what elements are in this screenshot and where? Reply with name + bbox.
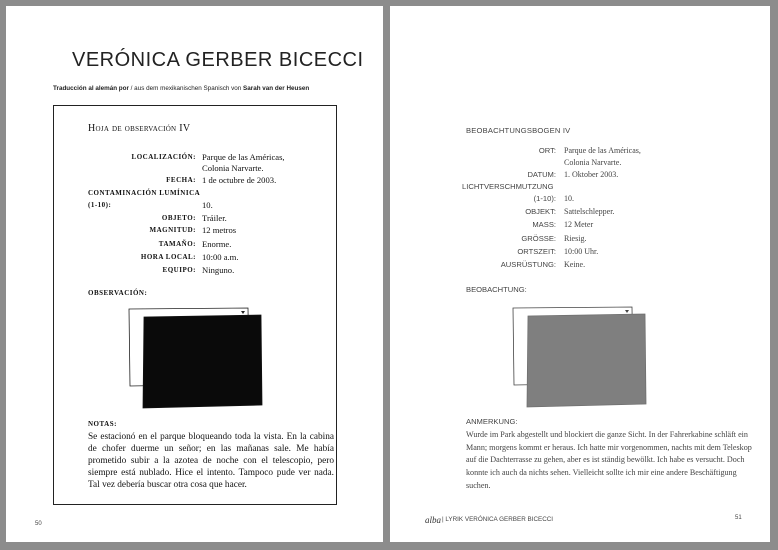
observation-label: BEOBACHTUNG: <box>466 285 527 294</box>
page-number: 51 <box>735 515 742 521</box>
credit-prefix: Traducción al alemán por <box>53 85 129 92</box>
notes-text: Se estacionó en el parque bloqueando toda la vista. En la cabina de chofer duerme un señor; en las mañanas sale. Me había prometido subir a la azotea de noche con el telescopio, pero siempre está nublado. Hice el intento. Tampoco pude ver nada. Tal vez debería buscar otra cosa que hacer. <box>88 432 334 490</box>
field-label: LICHTVERSCHMUTZUNG <box>462 182 554 191</box>
notes-text: Wurde im Park abgestellt und blockiert die ganze Sicht. In der Fahrerkabine schläft ein Mann; morgens kommt er heraus. Ich hatte mir vorgenommen, nachts mit dem Teleskop auf die Dachterrasse zu gehen, aber es ist ständig bewölkt. Ich habe es versucht. Doch konnte ich auch da nichts sehen. Vielleicht sollte ich mir eine andere Beschäftigung suchen. <box>466 430 752 490</box>
field-value: Sattelschlepper. <box>564 207 615 216</box>
field-value: 1. Oktober 2003. <box>564 170 619 179</box>
field-label: HORA LOCAL: <box>140 253 196 261</box>
poem-title: Hoja de observación IV <box>88 123 191 134</box>
field-value: 10:00 Uhr. <box>564 247 599 256</box>
field-label: ORT: <box>538 146 556 155</box>
field-label: OBJEKT: <box>525 207 556 216</box>
field-row <box>88 213 318 224</box>
observation-drawing <box>508 303 648 413</box>
field-label: MASS: <box>532 220 556 229</box>
left-page <box>6 6 383 542</box>
field-row <box>88 265 318 276</box>
field-row <box>88 252 318 263</box>
field-row <box>462 207 692 218</box>
poem-title: BEOBACHTUNGSBOGEN IV <box>466 126 571 135</box>
field-value: 10. <box>202 200 213 210</box>
observation-label: OBSERVACIÓN: <box>88 289 148 297</box>
field-row <box>88 163 318 174</box>
field-value: 10:00 a.m. <box>202 252 239 262</box>
field-row <box>88 200 318 211</box>
field-label: ORTSZEIT: <box>517 247 556 256</box>
field-row <box>88 225 318 236</box>
field-label: LOCALIZACIÓN: <box>131 153 196 161</box>
field-value: 12 Meter <box>564 220 594 229</box>
field-label: DATUM: <box>527 170 556 179</box>
field-value: Parque de las Américas, <box>202 152 285 162</box>
observation-drawing <box>124 304 264 414</box>
field-value: Colonia Narvarte. <box>564 158 622 167</box>
field-row <box>462 182 692 193</box>
running-footer: | LYRIK VERÓNICA GERBER BICECCI <box>442 516 554 523</box>
field-row <box>462 194 692 205</box>
field-label: GRÖSSE: <box>521 234 556 243</box>
credit-translator: Sarah van der Heusen <box>243 85 310 92</box>
field-value: 12 metros <box>202 225 237 235</box>
right-page <box>390 6 770 542</box>
field-value: Parque de las Américas, <box>564 146 641 155</box>
field-row <box>88 188 318 199</box>
field-row <box>462 260 692 271</box>
translation-credit <box>53 85 309 92</box>
credit-mid: / aus dem mexikanischen Spanisch von <box>128 85 244 92</box>
field-value: 10. <box>564 194 574 203</box>
field-row <box>462 170 692 181</box>
field-value: 1 de octubre de 2003. <box>202 175 277 185</box>
field-label: (1-10): <box>533 194 556 203</box>
field-row <box>88 152 318 163</box>
field-label: MAGNITUD: <box>149 226 196 234</box>
field-label: CONTAMINACIÓN LUMÍNICA <box>88 189 201 197</box>
field-row <box>88 175 318 186</box>
field-label: (1-10): <box>88 201 112 209</box>
field-value: Keine. <box>564 260 586 269</box>
field-row <box>462 220 692 231</box>
field-row <box>88 239 318 250</box>
author-name: VERÓNICA GERBER BICECCI <box>72 49 364 71</box>
field-label: TAMAÑO: <box>158 240 196 248</box>
field-label: EQUIPO: <box>162 266 196 274</box>
page-number: 50 <box>35 521 42 527</box>
field-value: Riesig. <box>564 234 587 243</box>
field-row <box>462 158 692 169</box>
notes-label: NOTAS: <box>88 420 117 428</box>
field-value: Enorme. <box>202 239 232 249</box>
field-value: Ninguno. <box>202 265 235 275</box>
publisher-logo: alba <box>425 515 442 525</box>
field-label: AUSRÜSTUNG: <box>500 260 556 269</box>
field-label: OBJETO: <box>161 214 196 222</box>
field-row <box>462 234 692 245</box>
field-value: Tráiler. <box>202 213 227 223</box>
field-row <box>462 247 692 258</box>
notes-label: ANMERKUNG: <box>466 417 518 426</box>
field-label: FECHA: <box>166 176 196 184</box>
field-row <box>462 146 692 157</box>
field-value: Colonia Narvarte. <box>202 163 264 173</box>
